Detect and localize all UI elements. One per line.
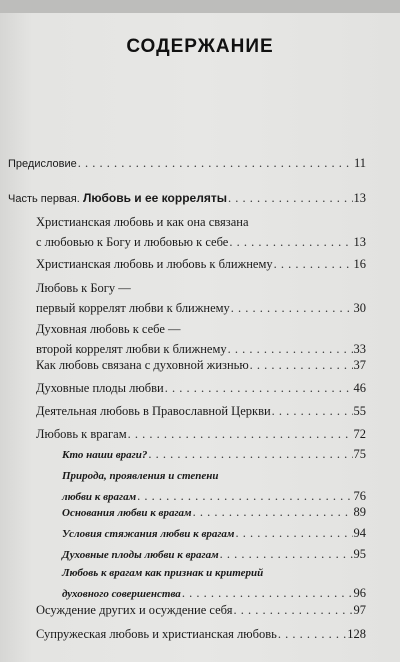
toc-subentry [62, 444, 366, 465]
toc-entry-title: Любовь к Богу — [36, 281, 131, 295]
toc-entry [36, 424, 366, 444]
toc-page-number: 76 [353, 489, 366, 503]
toc-entry-title-cont: с любовью к Богу и любовью к себе [36, 235, 229, 249]
toc-entry [36, 624, 366, 644]
toc-entry-title: Христианская любовь и как она связана [36, 215, 249, 229]
toc-page-number: 30 [353, 301, 366, 315]
toc-page-number: 95 [353, 547, 366, 561]
toc-page-number: 46 [353, 381, 366, 395]
toc-page-number: 13 [353, 191, 366, 205]
toc-entry [36, 401, 366, 421]
toc-entry-title: Предисловие [8, 158, 77, 170]
page-title: СОДЕРЖАНИЕ [126, 36, 274, 57]
toc-page-number: 128 [347, 627, 366, 641]
toc-part-title: Любовь и ее корреляты [82, 191, 227, 205]
toc-entry-title: Природа, проявления и степени [62, 470, 219, 482]
toc-part-prefix: Часть первая. [8, 193, 80, 205]
toc-entry-title-cont: любви к врагам [62, 491, 137, 503]
toc-entry [36, 355, 366, 375]
toc-page-number: 75 [353, 447, 366, 461]
toc-part-heading [8, 188, 366, 209]
page-header-bar [0, 0, 400, 13]
toc-entry-title: Кто наши враги? [62, 449, 148, 461]
toc-subentry [62, 502, 366, 523]
toc-page-number: 72 [353, 427, 366, 441]
toc-entry [36, 600, 366, 620]
toc-page-number: 97 [353, 603, 366, 617]
toc-entry-title: Деятельная любовь в Православной Церкви [36, 404, 271, 418]
toc-entry-title: Духовные плоды любви к врагам [62, 549, 219, 561]
toc-page-number: 37 [353, 358, 366, 372]
toc-entry [36, 278, 366, 318]
toc-entry-title: Условия стяжания любви к врагам [62, 528, 235, 540]
toc-page-number: 16 [353, 257, 366, 271]
toc-page-number: 96 [353, 586, 366, 600]
toc-entry-title-cont: духовного совершенства [62, 588, 181, 600]
toc-page-number: 89 [353, 505, 366, 519]
toc-entry-title: Духовные плоды любви [36, 381, 164, 395]
toc-entry-title: Духовная любовь к себе — [36, 322, 181, 336]
toc-entry-title-cont: второй коррелят любви к ближнему [36, 342, 227, 356]
toc-page-number: 33 [353, 342, 366, 356]
toc-entry-title: Как любовь связана с духовной жизнью [36, 358, 249, 372]
toc-subentry [62, 466, 366, 507]
toc-entry-title: Любовь к врагам [36, 427, 127, 441]
toc-page-number: 13 [353, 235, 366, 249]
toc-page-number: 94 [353, 526, 366, 540]
toc-entry-title-cont: первый коррелят любви к ближнему [36, 301, 230, 315]
toc-subentry [62, 523, 366, 544]
toc-page-number: 55 [353, 404, 366, 418]
toc-entry-title: Любовь к врагам как признак и критерий [62, 567, 264, 579]
toc-entry-title: Христианская любовь и любовь к ближнему [36, 257, 273, 271]
toc-subentry [62, 544, 366, 565]
toc-entry [36, 378, 366, 398]
toc-entry-title: Основания любви к врагам [62, 507, 192, 519]
toc-entry-title: Супружеская любовь и христианская любовь [36, 627, 277, 641]
toc-entry-title: Осуждение других и осуждение себя [36, 603, 233, 617]
toc-entry [36, 254, 366, 274]
toc-entry [8, 153, 366, 174]
toc-entry [36, 212, 366, 252]
toc-entry [36, 319, 366, 359]
toc-subentry [62, 563, 366, 604]
toc-page-number: 11 [353, 156, 366, 170]
